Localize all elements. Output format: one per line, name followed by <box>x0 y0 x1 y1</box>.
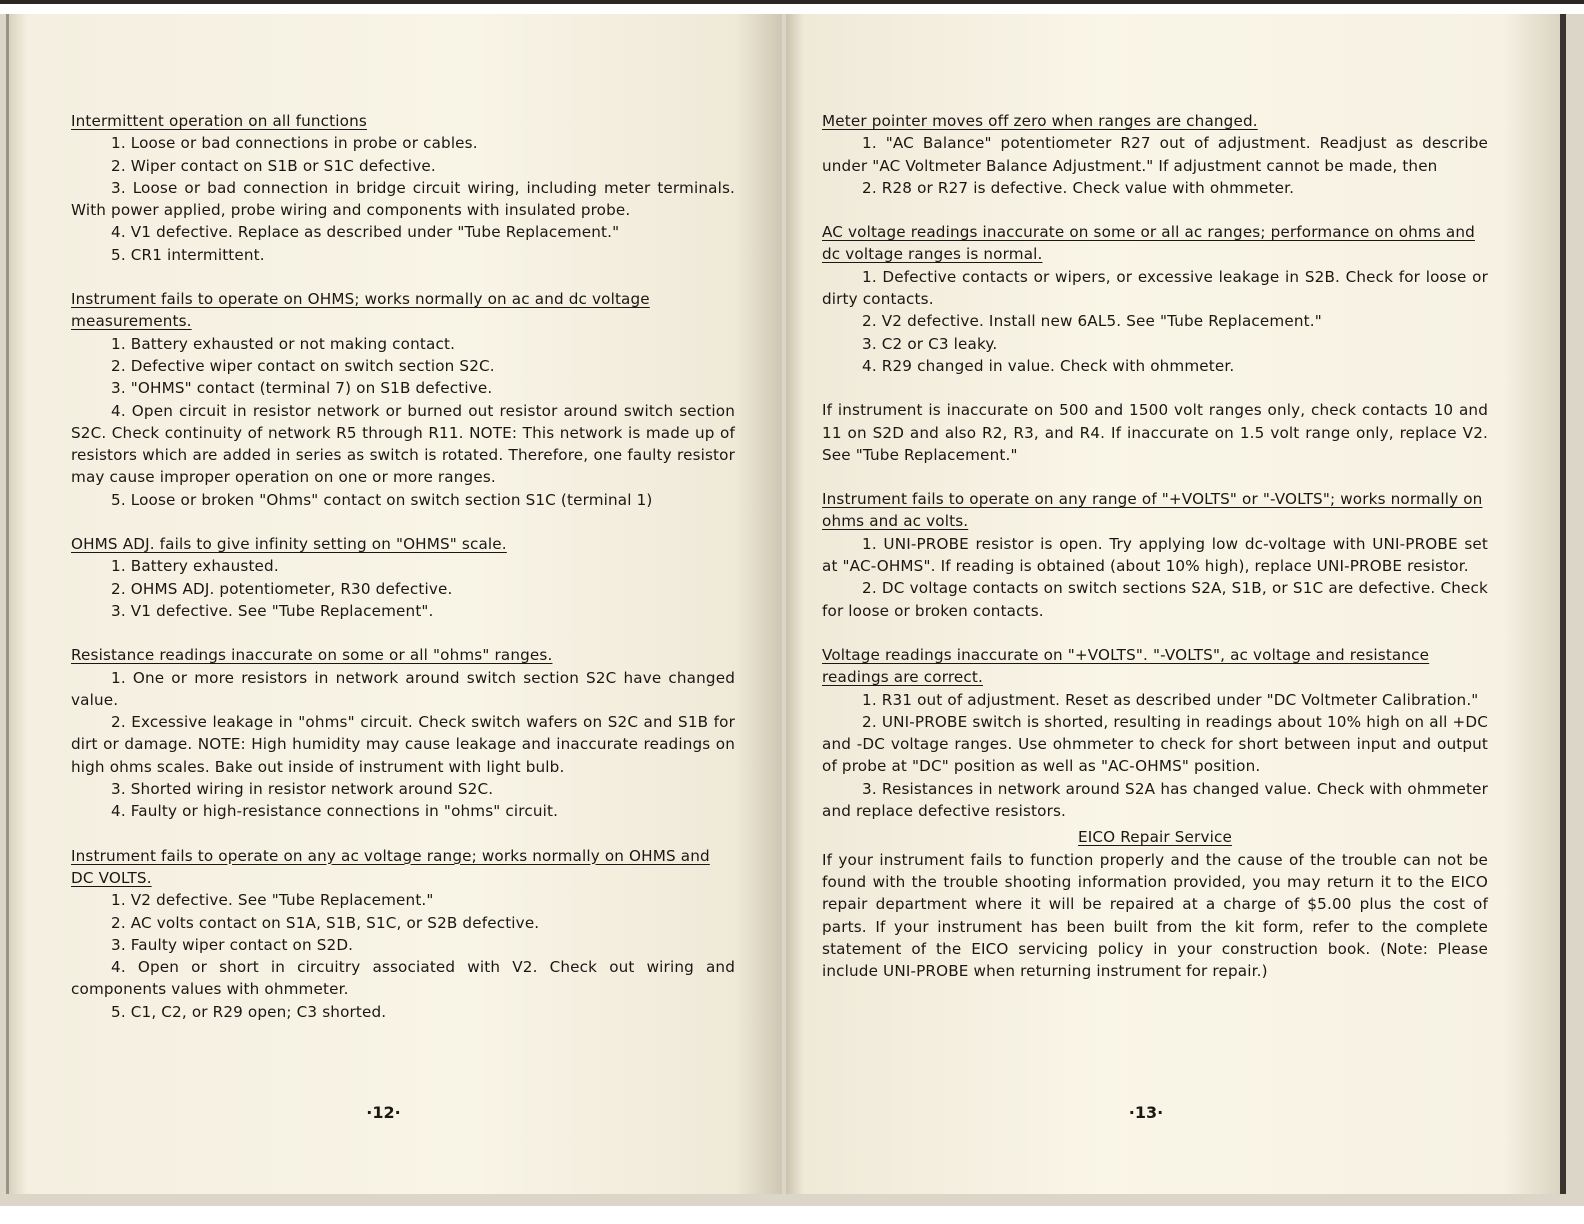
list-item: 1. UNI-PROBE resistor is open. Try applying low dc-voltage with UNI-PROBE set at "AC-OHMS". If reading is obtained (about 10% high), replace UNI-PROBE resistor. <box>822 534 1488 576</box>
page-number: ·13· <box>1128 1103 1164 1122</box>
scan-top-edge <box>0 0 1584 4</box>
list-item: 5. C1, C2, or R29 open; C3 shorted. <box>111 1002 387 1021</box>
page-number: ·12· <box>366 1103 401 1122</box>
list-item: 1. Battery exhausted. <box>111 557 279 576</box>
list-item: 1. One or more resistors in network around switch section S2C have changed value. <box>71 668 735 709</box>
section-fails-ac-voltage <box>71 845 735 1023</box>
section-resistance-readings <box>71 644 735 822</box>
left-page <box>6 14 782 1194</box>
list-item: 5. Loose or broken "Ohms" contact on switch section S1C (terminal 1) <box>111 490 653 509</box>
section-voltage-inaccurate <box>822 644 1488 822</box>
section-title: Voltage readings inaccurate on "+VOLTS". "-VOLTS", ac voltage and resistance readings are correct. <box>822 645 1430 687</box>
list-item: 1. "AC Balance" potentiometer R27 out of adjustment. Readjust as describe under "AC Voltmeter Balance Adjustment." If adjustment cannot be made, then <box>822 134 1488 175</box>
section-title: Meter pointer moves off zero when ranges are changed. <box>822 112 1258 130</box>
section-fails-volts <box>822 488 1488 622</box>
right-page <box>786 14 1566 1194</box>
left-page-content <box>71 110 735 1045</box>
repair-service-text: If your instrument fails to function properly and the cause of the trouble can not be found with the trouble shooting information provided, you may return it to the EICO repair department where it will be repaired at a charge of $5.00 plus the cost of parts. If your instrument has been built from the kit form, refer to the complete statement of the EICO servicing policy in your construction book. (Note: Please include UNI-PROBE when returning instrument for repair.) <box>822 850 1488 981</box>
list-item: 3. C2 or C3 leaky. <box>862 334 998 353</box>
section-title: Instrument fails to operate on any range of "+VOLTS" or "-VOLTS"; works normally on ohms and ac volts. <box>822 490 1483 531</box>
section-title: Intermittent operation on all functions <box>71 112 367 130</box>
list-item: 3. Resistances in network around S2A has changed value. Check with ohmmeter and replace defective resistors. <box>822 779 1488 821</box>
list-item: 1. V2 defective. See "Tube Replacement." <box>111 891 434 910</box>
right-page-content <box>822 110 1488 1004</box>
list-item: 3. Faulty wiper contact on S2D. <box>111 935 354 954</box>
list-item: 4. R29 changed in value. Check with ohmmeter. <box>862 356 1235 375</box>
book-spread <box>0 14 1584 1206</box>
list-item: 2. Defective wiper contact on switch section S2C. <box>111 356 495 375</box>
list-item: 5. CR1 intermittent. <box>111 245 265 264</box>
section-range-note <box>822 399 1488 466</box>
list-item: 4. V1 defective. Replace as described under "Tube Replacement." <box>111 223 620 242</box>
list-item: 2. OHMS ADJ. potentiometer, R30 defective. <box>111 579 453 598</box>
list-item: 4. Open circuit in resistor network or burned out resistor around switch section S2C. Check continuity of network R5 through R11. NOTE: This network is made up of resistors which are added in series as switch is rotated. Therefore, one faulty resistor may cause improper operation on one or more ranges. <box>71 401 735 487</box>
section-meter-pointer <box>822 110 1488 199</box>
list-item: 2. R28 or R27 is defective. Check value with ohmmeter. <box>862 178 1295 197</box>
list-item: 2. V2 defective. Install new 6AL5. See "Tube Replacement." <box>862 312 1322 331</box>
section-title: AC voltage readings inaccurate on some or all ac ranges; performance on ohms and dc voltage ranges is normal. <box>822 223 1475 264</box>
repair-service-title: EICO Repair Service <box>1078 828 1232 847</box>
list-item: 4. Open or short in circuitry associated with V2. Check out wiring and components values with ohmmeter. <box>71 958 735 999</box>
note-paragraph: If instrument is inaccurate on 500 and 1500 volt ranges only, check contacts 10 and 11 on S2D and also R2, R3, and R4. If inaccurate on 1.5 volt range only, replace V2. See "Tube Replacement." <box>822 401 1488 464</box>
list-item: 2. DC voltage contacts on switch sections S2A, S1B, or S1C are defective. Check for loose or broken contacts. <box>822 579 1488 620</box>
list-item: 1. R31 out of adjustment. Reset as described under "DC Voltmeter Calibration." <box>862 690 1479 709</box>
list-item: 3. Loose or bad connection in bridge circuit wiring, including meter terminals. With power applied, probe wiring and components with insulated probe. <box>71 178 735 220</box>
section-repair-service <box>822 826 1488 982</box>
section-fails-ohms <box>71 288 735 511</box>
list-item: 3. V1 defective. See "Tube Replacement". <box>111 601 434 620</box>
section-title: Resistance readings inaccurate on some or all "ohms" ranges. <box>71 646 553 665</box>
section-intermittent-operation <box>71 110 735 266</box>
section-ac-voltage-inaccurate <box>822 221 1488 377</box>
list-item: 4. Faulty or high-resistance connections in "ohms" circuit. <box>111 802 559 821</box>
list-item: 1. Battery exhausted or not making contact. <box>111 334 456 353</box>
section-title: Instrument fails to operate on OHMS; works normally on ac and dc voltage measurements. <box>71 290 650 331</box>
list-item: 3. "OHMS" contact (terminal 7) on S1B defective. <box>111 379 493 398</box>
list-item: 2. Wiper contact on S1B or S1C defective. <box>111 156 436 175</box>
list-item: 1. Defective contacts or wipers, or excessive leakage in S2B. Check for loose or dirty contacts. <box>822 267 1488 309</box>
list-item: 2. AC volts contact on S1A, S1B, S1C, or S2B defective. <box>111 913 540 932</box>
list-item: 2. Excessive leakage in "ohms" circuit. Check switch wafers on S2C and S1B for dirt or damage. NOTE: High humidity may cause leakage and inaccurate readings on high ohms scales. Bake out inside of instrument with light bulb. <box>71 713 735 776</box>
list-item: 1. Loose or bad connections in probe or cables. <box>111 134 478 153</box>
list-item: 2. UNI-PROBE switch is shorted, resulting in readings about 10% high on all +DC and -DC voltage ranges. Use ohmmeter to check for short between input and output of probe at "DC" position as well as "AC-OHMS" position. <box>822 712 1488 776</box>
section-ohms-adj <box>71 533 735 622</box>
list-item: 3. Shorted wiring in resistor network around S2C. <box>111 780 494 799</box>
section-title: Instrument fails to operate on any ac voltage range; works normally on OHMS and DC VOLTS. <box>71 846 710 887</box>
section-title: OHMS ADJ. fails to give infinity setting on "OHMS" scale. <box>71 535 507 554</box>
